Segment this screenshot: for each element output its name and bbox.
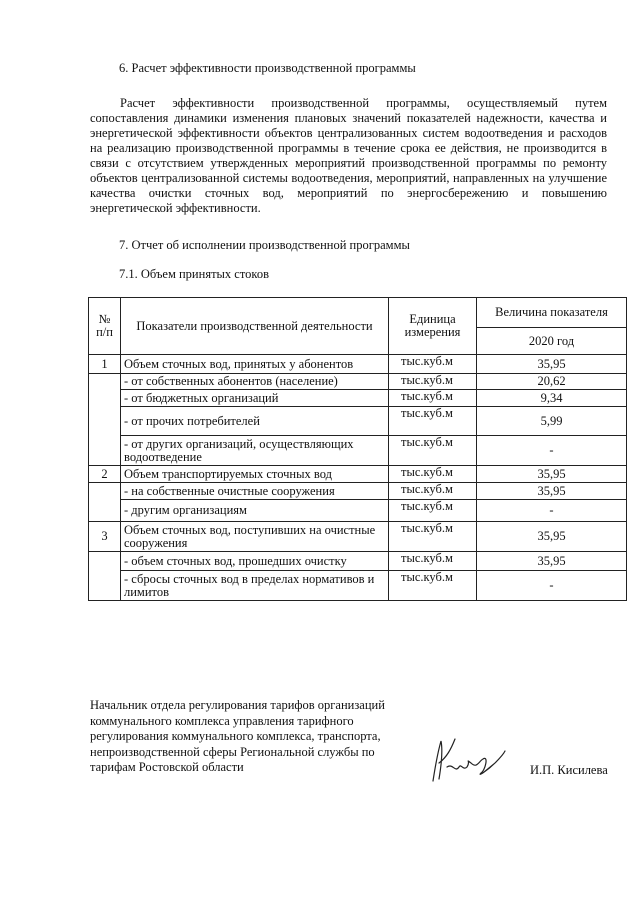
- section-6-title: 6. Расчет эффективности производственной программы: [119, 61, 416, 75]
- row-unit: тыс.куб.м: [389, 552, 477, 571]
- section-7-1-title: 7.1. Объем принятых стоков: [119, 267, 269, 281]
- row-num-empty: [89, 552, 121, 601]
- table-row: [89, 374, 627, 390]
- row-name: Объем транспортируемых сточных вод: [121, 466, 389, 483]
- volume-table: [88, 297, 627, 601]
- row-unit: тыс.куб.м: [389, 390, 477, 407]
- row-value: -: [477, 436, 627, 466]
- handwritten-signature: [425, 733, 510, 788]
- row-unit: тыс.куб.м: [389, 374, 477, 390]
- row-num: 3: [89, 522, 121, 552]
- table-row: [89, 500, 627, 522]
- row-value: 9,34: [477, 390, 627, 407]
- row-unit: тыс.куб.м: [389, 483, 477, 500]
- row-unit: тыс.куб.м: [389, 436, 477, 466]
- row-value: 20,62: [477, 374, 627, 390]
- section-6-text: Расчет эффективности производственной программы, осуществляемый путем сопоставления динамики изменения плановых значений показателей надежности, качества и энергетической эффективности объектов централизованных систем водоотведения и расходов на реализацию производственной программы в течение срока ее действия, не производится в связи с отсутствием утвержденных мероприятий производственной программы по ремонту объектов централизованной системы водоотведения, мероприятий, направленных на улучшение качества очистки сточных вод, мероприятий по энергосбережению и повышению энергетической эффективности.: [90, 96, 607, 215]
- row-name: - сбросы сточных вод в пределах нормативов и лимитов: [121, 571, 389, 601]
- row-name: - другим организациям: [121, 500, 389, 522]
- header-num: № п/п: [89, 298, 121, 355]
- row-name: - от других организаций, осуществляющих водоотведение: [121, 436, 389, 466]
- row-unit: тыс.куб.м: [389, 407, 477, 436]
- row-unit: тыс.куб.м: [389, 466, 477, 483]
- table-row: [89, 552, 627, 571]
- table-row: [89, 483, 627, 500]
- table-row: [89, 436, 627, 466]
- row-name: - объем сточных вод, прошедших очистку: [121, 552, 389, 571]
- header-indicator: Показатели производственной деятельности: [121, 298, 389, 355]
- row-value: 35,95: [477, 355, 627, 374]
- header-year: 2020 год: [477, 328, 627, 355]
- signer-position: Начальник отдела регулирования тарифов организаций коммунального комплекса управления тарифного регулирования коммунального комплекса, транспорта, непроизводственной сферы Региональной службы по тарифам Ростовской области: [90, 698, 385, 774]
- row-value: 35,95: [477, 522, 627, 552]
- section-7-title: 7. Отчет об исполнении производственной программы: [119, 238, 410, 252]
- row-value: 35,95: [477, 483, 627, 500]
- row-name: Объем сточных вод, поступивших на очистные сооружения: [121, 522, 389, 552]
- row-num: 1: [89, 355, 121, 374]
- table-row: [89, 407, 627, 436]
- signer-name: И.П. Кисилева: [530, 763, 608, 777]
- section-6-paragraph: [90, 96, 607, 216]
- table-row: [89, 571, 627, 601]
- row-num: 2: [89, 466, 121, 483]
- table-row: [89, 355, 627, 374]
- row-name: - от бюджетных организаций: [121, 390, 389, 407]
- row-num-empty: [89, 374, 121, 466]
- header-unit: Единица измерения: [389, 298, 477, 355]
- row-value: -: [477, 500, 627, 522]
- row-name: - от собственных абонентов (население): [121, 374, 389, 390]
- row-value: -: [477, 571, 627, 601]
- header-value: Величина показателя: [477, 298, 627, 328]
- row-value: 35,95: [477, 466, 627, 483]
- row-name: - на собственные очистные сооружения: [121, 483, 389, 500]
- table-row: [89, 390, 627, 407]
- table-row: [89, 466, 627, 483]
- row-unit: тыс.куб.м: [389, 355, 477, 374]
- row-name: Объем сточных вод, принятых у абонентов: [121, 355, 389, 374]
- row-value: 5,99: [477, 407, 627, 436]
- row-unit: тыс.куб.м: [389, 571, 477, 601]
- row-name: - от прочих потребителей: [121, 407, 389, 436]
- row-value: 35,95: [477, 552, 627, 571]
- row-num-empty: [89, 483, 121, 522]
- row-unit: тыс.куб.м: [389, 522, 477, 552]
- table-row: [89, 522, 627, 552]
- row-unit: тыс.куб.м: [389, 500, 477, 522]
